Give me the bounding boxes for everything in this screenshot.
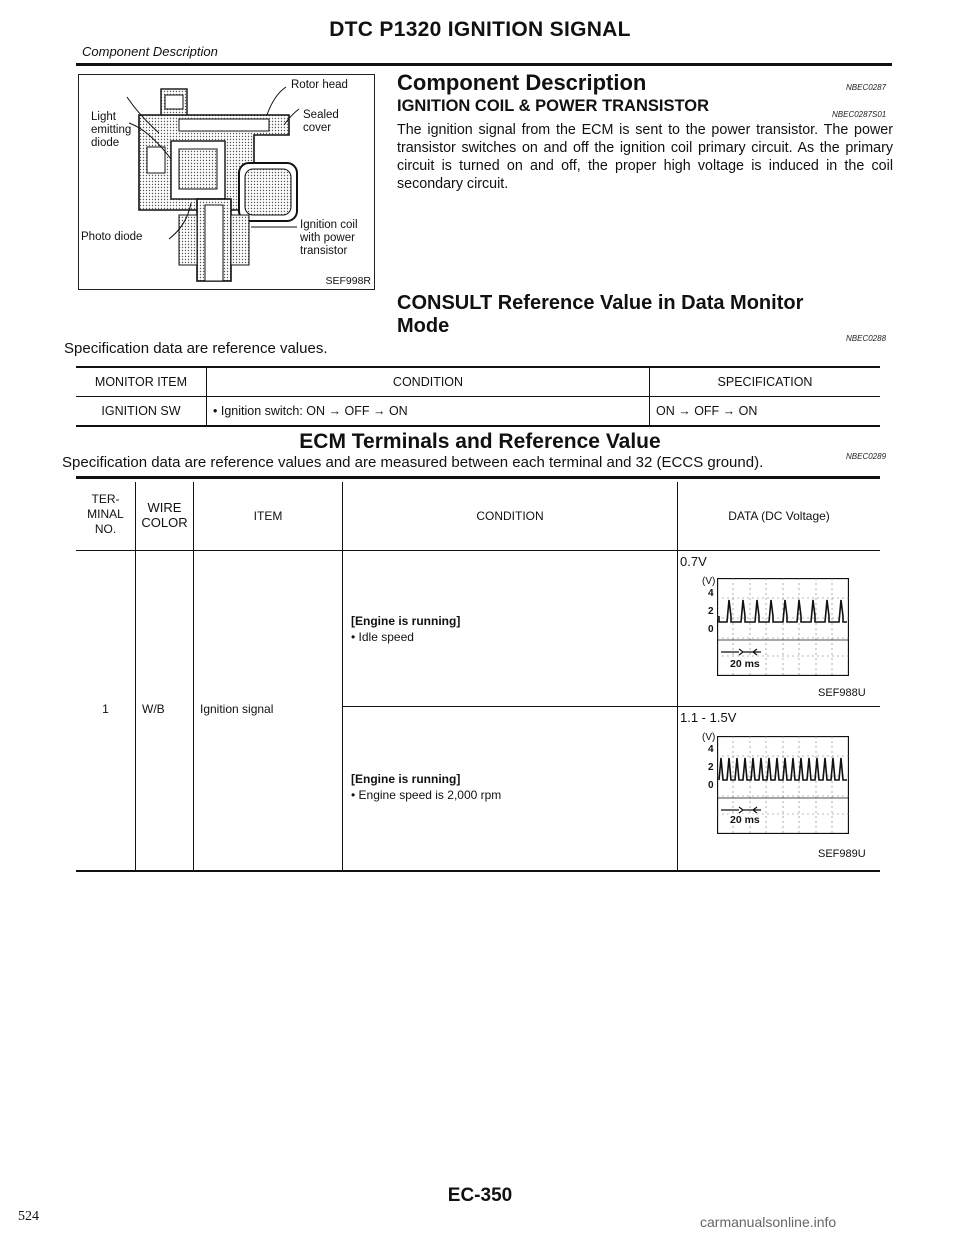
scope1-tick-2: 2	[708, 606, 714, 617]
page-title: DTC P1320 IGNITION SIGNAL	[329, 18, 631, 41]
page-number: 524	[18, 1209, 39, 1224]
consult-table	[76, 366, 880, 427]
scope1-unit: (V)	[702, 576, 716, 587]
scope2-tick-0: 0	[708, 780, 714, 791]
scope2-tick-2: 2	[708, 762, 714, 773]
consult-row-condition: • Ignition switch: ON → OFF → ON	[207, 397, 650, 427]
ecm-col-item: ITEM	[253, 509, 283, 523]
ecm-data2-code: SEF989U	[818, 848, 866, 860]
ecm-col-condition: CONDITION	[476, 509, 544, 523]
ecm-table-bottom-rule	[76, 870, 880, 872]
ecm-note: Specification data are reference values and are measured between each terminal and 32 (ECCS ground).	[62, 454, 764, 471]
watermark: carmanualsonline.info	[700, 1214, 837, 1230]
page-code: EC-350	[447, 1185, 513, 1206]
ecm-row-terminal: 1	[102, 702, 109, 716]
consult-heading: CONSULT Reference Value in Data Monitor Mode	[397, 292, 804, 337]
scope2-unit: (V)	[702, 732, 716, 743]
scope2-tick-4: 4	[708, 744, 714, 755]
consult-code: NBEC0288	[846, 334, 887, 343]
photo-diode-label: Photo diode	[81, 231, 143, 243]
ecm-data1-value: 0.7V	[680, 554, 707, 569]
ecm-cond1-detail: • Idle speed	[351, 630, 414, 644]
section-label: Component Description	[82, 44, 218, 59]
consult-row-item: IGNITION SW	[76, 397, 207, 427]
ecm-row-item: Ignition signal	[200, 702, 274, 716]
ecm-row-wire: W/B	[142, 702, 165, 716]
ecm-table	[76, 482, 880, 870]
consult-note: Specification data are reference values.	[64, 340, 328, 357]
scope1-time: 20 ms	[730, 658, 760, 670]
ecm-col-data: DATA (DC Voltage)	[728, 509, 830, 523]
ecm-cond2-detail: • Engine speed is 2,000 rpm	[351, 788, 502, 802]
component-heading-code: NBEC0287	[846, 83, 887, 92]
component-subheading-code: NBEC0287S01	[832, 110, 887, 119]
ecm-cond1-title: [Engine is running]	[351, 614, 461, 628]
component-heading: Component Description	[397, 70, 647, 95]
coil-label: Ignition coil with power transistor	[300, 219, 358, 257]
header-rule	[76, 63, 892, 66]
ecm-heading: ECM Terminals and Reference Value	[299, 430, 661, 453]
scope1-tick-4: 4	[708, 588, 714, 599]
ecm-col-wire: WIRE COLOR	[141, 500, 188, 530]
ecm-col-terminal: TER- MINAL NO.	[87, 492, 124, 536]
ecm-data2-value: 1.1 - 1.5V	[680, 710, 737, 725]
consult-col-spec: SPECIFICATION	[650, 367, 881, 397]
component-figure	[78, 74, 375, 290]
ecm-cond2-title: [Engine is running]	[351, 772, 461, 786]
figure-code: SEF998R	[325, 275, 371, 287]
scope2-time: 20 ms	[730, 814, 760, 826]
consult-col-item: MONITOR ITEM	[76, 367, 207, 397]
component-subheading: IGNITION COIL & POWER TRANSISTOR	[397, 97, 709, 115]
consult-col-condition: CONDITION	[207, 367, 650, 397]
ecm-data1-code: SEF988U	[818, 687, 866, 699]
component-text: The ignition signal from the ECM is sent to the power transistor. The power transistor switches on and off the ignition coil primary circuit. As the primary circuit is turned on and off, the proper high voltage is induced in the coil secondary circuit.	[397, 122, 893, 192]
consult-row-spec: ON → OFF → ON	[650, 397, 881, 427]
sealed-cover-label: Sealed cover	[303, 109, 339, 134]
rotor-head-label: Rotor head	[291, 79, 348, 91]
scope1-tick-0: 0	[708, 624, 714, 635]
ecm-code: NBEC0289	[846, 452, 887, 461]
led-label: Light emitting diode	[91, 111, 132, 149]
ecm-rule	[76, 476, 880, 479]
